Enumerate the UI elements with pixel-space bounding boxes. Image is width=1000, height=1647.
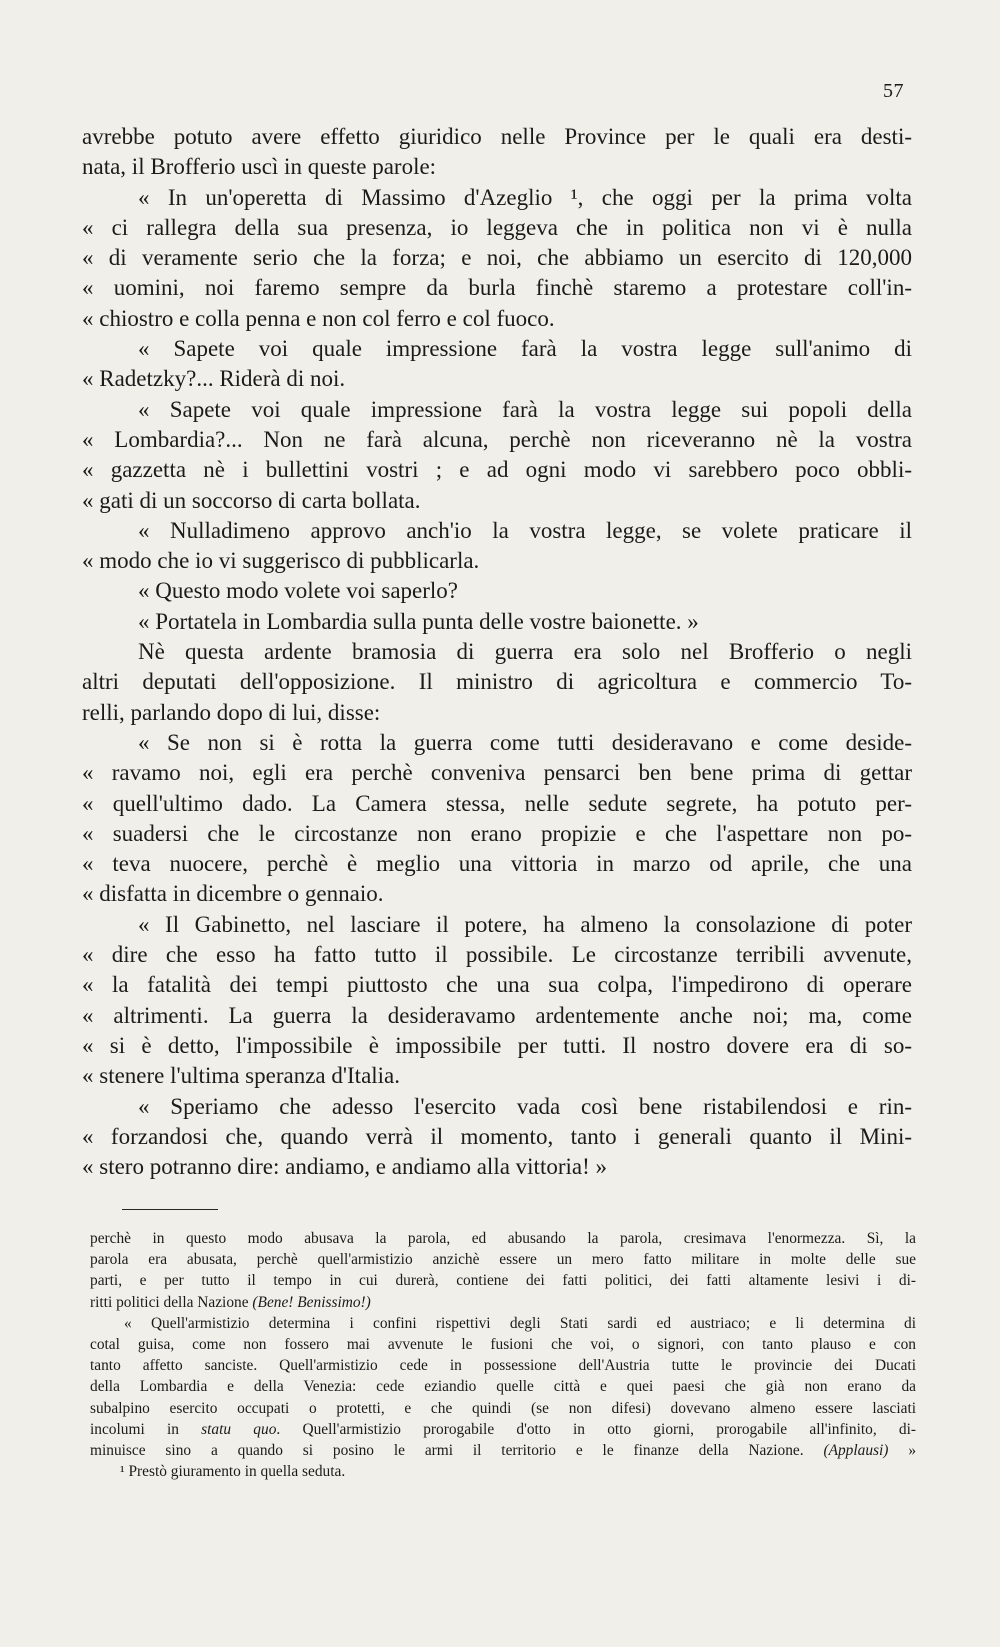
body-line: « disfatta in dicembre o gennaio. (82, 881, 384, 907)
body-line: « Sapete voi quale impressione farà la vostra legge sull'animo di (138, 336, 912, 362)
footnote-line: cotal guisa, come non fossero mai avvenute le fusioni che voi, o signori, con tanto plauso e con (90, 1336, 916, 1354)
footnote-line: ¹ Prestò giuramento in quella seduta. (120, 1463, 346, 1481)
footnote-text: . Quell'armistizio prorogabile d'otto in otto giorni, prorogabile all'infinito, di- (276, 1420, 916, 1438)
body-line: « Radetzky?... Riderà di noi. (82, 366, 346, 392)
footnote-line (90, 1419, 916, 1440)
footnote-emphasis: (Bene! Benissimo!) (252, 1293, 371, 1311)
footnote-line: perchè in questo modo abusava la parola, ed abusando la parola, cresimava l'enormezza. Sì, la (90, 1230, 916, 1247)
page-number: 57 (883, 80, 904, 102)
footnote-divider (122, 1209, 218, 1210)
body-line: « Questo modo volete voi saperlo? (138, 578, 459, 604)
footnote-line: parti, e per tutto il tempo in cui durerà, contiene dei fatti politici, dei fatti altamente lesivi i di- (90, 1272, 916, 1290)
body-line: « Sapete voi quale impressione farà la vostra legge sui popoli della (138, 396, 912, 422)
body-line: altri deputati dell'opposizione. Il ministro di agricoltura e commercio To- (82, 669, 912, 695)
body-line: « Nulladimeno approvo anch'io la vostra legge, se volete praticare il (138, 517, 912, 543)
body-line: « Portatela in Lombardia sulla punta delle vostre baionette. » (138, 608, 699, 634)
footnote-emphasis: statu quo (201, 1420, 277, 1438)
body-line: « Speriamo che adesso l'esercito vada così bene ristabilendosi e rin- (138, 1093, 912, 1119)
body-line: avrebbe potuto avere effetto giuridico nelle Province per le quali era desti- (82, 124, 912, 149)
body-line: « teva nuocere, perchè è meglio una vittoria in marzo od aprile, che una (82, 851, 912, 877)
body-line: nata, il Brofferio uscì in queste parole: (82, 154, 437, 180)
body-line: « Lombardia?... Non ne farà alcuna, perchè non riceveranno nè la vostra (82, 426, 912, 452)
body-line: « dire che esso ha fatto tutto il possibile. Le circostanze terribili avvenute, (82, 942, 912, 968)
footnote-text: » (908, 1442, 917, 1460)
body-line: « la fatalità dei tempi piuttosto che una sua colpa, l'impedirono di operare (82, 972, 912, 998)
body-line: « di veramente serio che la forza; e noi, che abbiamo un esercito di 120,000 (82, 245, 912, 271)
footnotes (90, 1228, 916, 1482)
body-line: « si è detto, l'impossibile è impossibile per tutti. Il nostro dovere era di so- (82, 1032, 912, 1058)
body-line: « chiostro e colla penna e non col ferro e col fuoco. (82, 305, 555, 331)
body-line: « ci rallegra della sua presenza, io leggeva che in politica non vi è nulla (82, 214, 912, 240)
footnote-line: « Quell'armistizio determina i confini rispettivi degli Stati sardi ed austriaco; e li determina di (124, 1314, 916, 1332)
footnote-line: subalpino esercito occupati o protetti, e che quindi (se non difesi) dovevano almeno essere lasciati (90, 1399, 916, 1417)
body-line: « Il Gabinetto, nel lasciare il potere, ha almeno la consolazione di poter (138, 911, 912, 937)
body-line: relli, parlando dopo di lui, disse: (82, 699, 381, 725)
footnote-line (90, 1292, 916, 1313)
body-line: « stero potranno dire: andiamo, e andiamo alla vittoria! » (82, 1154, 608, 1180)
body-line: « modo che io vi suggerisco di pubblicarla. (82, 548, 480, 574)
body-line: « Se non si è rotta la guerra come tutti desideravano e come deside- (138, 729, 912, 755)
footnote-line (90, 1440, 916, 1461)
body-line: « stenere l'ultima speranza d'Italia. (82, 1063, 401, 1089)
body-line: « gazzetta nè i bullettini vostri ; e ad ogni modo vi sarebbero poco obbli- (82, 457, 912, 483)
body-line: Nè questa ardente bramosia di guerra era solo nel Brofferio o negli (138, 639, 912, 665)
footnote-text: ritti politici della Nazione (90, 1293, 249, 1311)
body-line: « forzandosi che, quando verrà il momento, tanto i generali quanto il Mini- (82, 1123, 912, 1149)
body-line: « quell'ultimo dado. La Camera stessa, nelle sedute segrete, ha potuto per- (82, 790, 912, 816)
footnote-emphasis: (Applausi) (823, 1442, 889, 1460)
body-line: « altrimenti. La guerra la desideravamo ardentemente anche noi; ma, come (82, 1002, 912, 1028)
body-line: « In un'operetta di Massimo d'Azeglio ¹, che oggi per la prima volta (138, 184, 912, 210)
footnote-line: tanto affetto sanciste. Quell'armistizio cede in possessione dell'Austria tutte le provincie dei Ducati (90, 1357, 916, 1375)
main-text (82, 122, 912, 1182)
footnote-text: incolumi in (90, 1420, 179, 1438)
footnote-line: della Lombardia e della Venezia: cede eziandio quelle città e quei paesi che già non erano da (90, 1378, 916, 1396)
footnote-line: parola era abusata, perchè quell'armistizio anzichè essere un mero fatto militare in molte delle sue (90, 1251, 916, 1269)
body-line: « gati di un soccorso di carta bollata. (82, 487, 421, 513)
footnote-text: minuisce sino a quando si posino le armi il territorio e le finanze della Nazione. (90, 1442, 804, 1460)
body-line: « uomini, noi faremo sempre da burla finchè staremo a protestare coll'in- (82, 275, 912, 301)
body-line: « suadersi che le circostanze non erano propizie e che l'aspettare non po- (82, 820, 912, 846)
body-line: « ravamo noi, egli era perchè conveniva pensarci ben bene prima di gettar (82, 760, 912, 786)
